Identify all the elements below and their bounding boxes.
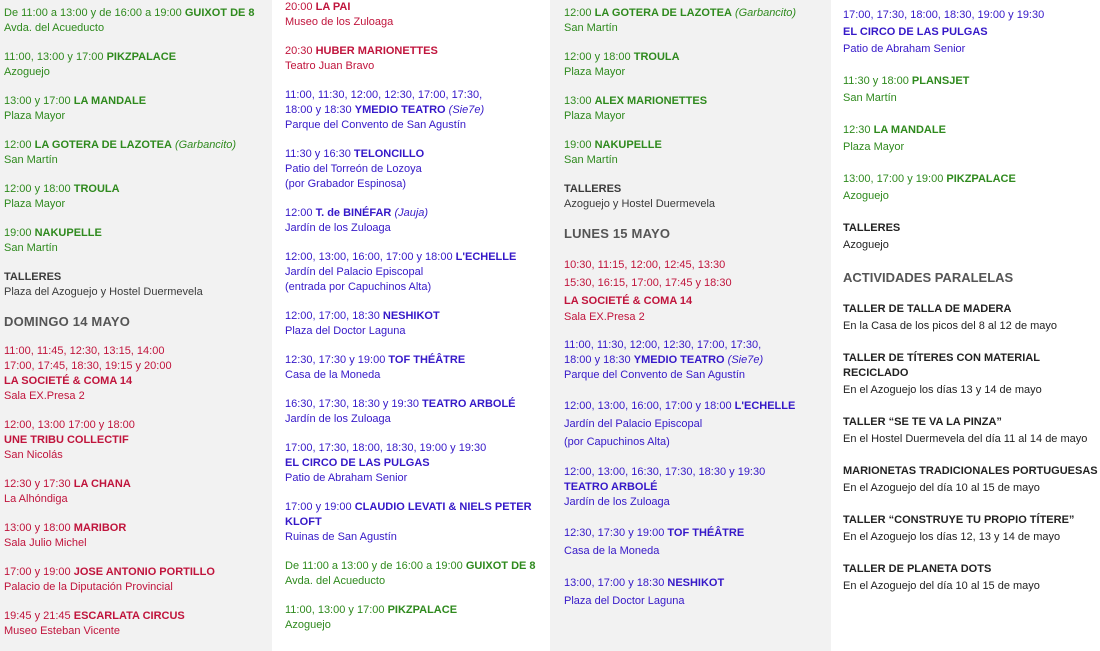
event-name: PIKZPALACE [106,51,177,63]
event-name: L'ECHELLE [455,251,517,263]
event-place: La Alhóndiga [4,493,68,505]
event-place: Plaza del Doctor Laguna [285,325,406,337]
event-note: (Jauja) [394,207,429,219]
activity-entry [843,302,1100,334]
event-place: Azoguejo [285,619,331,631]
event-note: (Garbancito) [174,139,237,151]
event-place: Parque del Convento de San Agustín [564,369,746,381]
activity-name: MARIONETAS TRADICIONALES PORTUGUESAS [843,465,1098,477]
event-time: 11:00, 11:30, 12:00, 12:30, 17:00, 17:30, [285,89,483,101]
event-time: 12:00, 13:00, 16:00, 17:00 y 18:00 [564,400,732,412]
event-time: 11:30 y 16:30 [285,148,351,160]
event-name: TEATRO ARBOLÉ [564,481,658,493]
event-time: 18:00 y 18:30 [285,104,352,116]
event-place: Jardín de los Zuloaga [285,413,391,425]
event-entry [4,182,272,212]
event-name: YMEDIO TEATRO [633,354,725,366]
activity-entry [843,464,1100,496]
event-place: Casa de la Moneda [285,369,381,381]
event-place: Jardín del Palacio Episcopal [564,418,703,430]
event-entry [285,147,550,192]
activity-desc: En la Casa de los picos del 8 al 12 de mayo [843,320,1058,332]
event-place: Avda. del Acueducto [4,22,105,34]
activity-desc: En el Azoguejo los días 13 y 14 de mayo [843,384,1042,396]
event-place: Plaza Mayor [564,110,626,122]
event-time: 20:30 [285,45,313,57]
event-entry [4,477,272,507]
activity-name: TALLER DE TÍTERES CON MATERIAL RECICLADO [843,352,1040,379]
event-name: KLOFT [285,516,322,528]
event-name: TELONCILLO [353,148,425,160]
event-name: ESCARLATA CIRCUS [73,610,185,622]
event-entry [4,344,272,404]
event-time: 17:00 y 19:00 [4,566,71,578]
event-entry [4,94,272,124]
workshops-place: Plaza del Azoguejo y Hostel Duermevela [4,286,203,298]
event-name: L'ECHELLE [734,400,796,412]
event-time: 12:30, 17:30 y 19:00 [285,354,386,366]
event-time: De 11:00 a 13:00 y de 16:00 a 19:00 [4,7,182,19]
event-place: (por Capuchinos Alta) [564,436,670,448]
event-time: 19:00 [4,227,32,239]
workshops-place: Azoguejo y Hostel Duermevela [564,198,716,210]
event-entry [564,256,831,324]
event-place: Ruinas de San Agustín [285,531,397,543]
event-entry [843,74,1100,106]
event-time: 12:00, 13:00 17:00 y 18:00 [4,419,135,431]
event-entry [4,565,272,595]
event-name: HUBER MARIONETTES [315,45,438,57]
event-name: YMEDIO TEATRO [354,104,446,116]
event-place: Parque del Convento de San Agustín [285,119,467,131]
event-place: Jardín del Palacio Episcopal [285,266,424,278]
column-1 [0,0,272,651]
event-name: LA SOCIETÉ & COMA 14 [564,295,693,307]
event-place: Patio de Abraham Senior [285,472,408,484]
event-time: 12:00 y 18:00 [564,51,631,63]
event-entry [564,6,831,36]
event-time: 10:30, 11:15, 12:00, 12:45, 13:30 [564,259,726,271]
event-time: 13:00 y 18:00 [4,522,71,534]
event-entry [285,603,550,633]
event-time: 12:30 y 17:30 [4,478,71,490]
event-place: Teatro Juan Bravo [285,60,375,72]
event-time: 11:00, 13:00 y 17:00 [4,51,104,63]
event-name: EL CIRCO DE LAS PULGAS [843,26,988,38]
section-heading: ACTIVIDADES PARALELAS [843,270,1014,285]
event-name: TOF THÉÂTRE [388,354,466,366]
event-time: 11:00, 11:30, 12:00, 12:30, 17:00, 17:30, [564,339,762,351]
event-time: 12:30, 17:30 y 19:00 [564,527,665,539]
workshops-entry [564,182,831,212]
event-place: (por Grabador Espinosa) [285,178,407,190]
event-time: 17:00, 17:30, 18:00, 18:30, 19:00 y 19:30 [843,9,1045,21]
event-name: EL CIRCO DE LAS PULGAS [285,457,430,469]
event-name: TROULA [73,183,120,195]
event-place: San Martín [843,92,897,104]
event-place: Azoguejo [843,190,889,202]
event-place: San Martín [4,242,58,254]
event-name: LA SOCIETÉ & COMA 14 [4,375,133,387]
event-entry [285,309,550,339]
event-entry [843,123,1100,155]
event-time: 13:00 y 17:00 [4,95,71,107]
workshops-title: TALLERES [564,183,622,195]
event-place: Avda. del Acueducto [285,575,386,587]
event-entry [4,521,272,551]
activity-name: TALLER “CONSTRUYE TU PROPIO TÍTERE” [843,514,1075,526]
event-place: Sala Julio Michel [4,537,87,549]
event-entry [285,441,550,486]
event-time: 12:00 y 18:00 [4,183,71,195]
event-time: 18:00 y 18:30 [564,354,631,366]
event-entry [285,0,550,30]
event-entry [564,338,831,383]
event-name: TOF THÉÂTRE [667,527,745,539]
event-time: 11:30 y 18:00 [843,75,909,87]
event-name: NAKUPELLE [594,139,662,151]
event-place: Plaza Mayor [843,141,905,153]
event-entry [285,500,550,545]
workshops-entry [843,221,1100,253]
event-note: (Garbancito) [734,7,797,19]
activity-desc: En el Hostel Duermevela del día 11 al 14 de mayo [843,433,1088,445]
event-place: Jardín de los Zuloaga [285,222,391,234]
column-4 [831,0,1100,651]
event-entry [564,50,831,80]
event-time: 12:30 [843,124,871,136]
event-place: San Nicolás [4,449,63,461]
event-name: ALEX MARIONETTES [594,95,708,107]
event-place: Azoguejo [4,66,50,78]
event-place: (entrada por Capuchinos Alta) [285,281,432,293]
event-place: San Martín [564,22,618,34]
event-note: (Sie7e) [727,354,764,366]
event-place: Patio del Torreón de Lozoya [285,163,422,175]
event-time: 12:00 [564,7,592,19]
event-name: T. de BINÉFAR [315,207,392,219]
event-entry [285,397,550,427]
event-name: JOSE ANTONIO PORTILLO [73,566,215,578]
event-name: PIKZPALACE [946,173,1016,185]
column-2 [272,0,550,651]
event-entry [4,609,272,639]
event-place: Casa de la Moneda [564,545,660,557]
event-name: TEATRO ARBOLÉ [422,398,516,410]
event-entry [564,465,831,510]
event-name: PIKZPALACE [387,604,458,616]
workshops-title: TALLERES [4,271,62,283]
event-time: 11:00, 11:45, 12:30, 13:15, 14:00 [4,345,165,357]
activity-name: TALLER “SE TE VA LA PINZA” [843,416,1002,428]
event-time: 12:00, 13:00, 16:00, 17:00 y 18:00 [285,251,453,263]
activity-entry [843,562,1100,594]
event-entry [564,94,831,124]
event-name: NESHIKOT [382,310,440,322]
event-place: Plaza Mayor [564,66,626,78]
event-entry [564,397,831,451]
event-time: 19:00 [564,139,592,151]
event-entry [285,88,550,133]
event-name: GUIXOT DE 8 [465,560,536,572]
event-entry [4,226,272,256]
event-place: Palacio de la Diputación Provincial [4,581,173,593]
event-entry [285,44,550,74]
event-name: GUIXOT DE 8 [184,7,255,19]
event-entry [285,353,550,383]
event-entry [564,138,831,168]
event-place: Sala EX.Presa 2 [4,390,85,402]
workshops-entry [4,270,272,300]
event-time: 11:00, 13:00 y 17:00 [285,604,385,616]
event-place: Plaza Mayor [4,198,66,210]
event-entry [4,138,272,168]
event-name: CLAUDIO LEVATI & NIELS PETER [354,501,532,513]
event-time: 20:00 [285,1,313,13]
day-heading: LUNES 15 MAYO [564,226,671,241]
event-time: 17:00, 17:30, 18:00, 18:30, 19:00 y 19:30 [285,442,487,454]
activity-entry [843,351,1100,398]
event-name: LA GOTERA DE LAZOTEA [34,139,172,151]
event-name: LA GOTERA DE LAZOTEA [594,7,732,19]
event-place: Plaza Mayor [4,110,66,122]
workshops-place: Azoguejo [843,239,889,251]
workshops-title: TALLERES [843,222,901,234]
event-place: Sala EX.Presa 2 [564,311,645,323]
activity-desc: En el Azoguejo los días 12, 13 y 14 de mayo [843,531,1061,543]
event-name: UNE TRIBU COLLECTIF [4,434,129,446]
event-name: NESHIKOT [667,577,725,589]
activity-desc: En el Azoguejo del día 10 al 15 de mayo [843,580,1040,592]
event-entry [564,574,831,610]
event-time: 12:00, 17:00, 18:30 [285,310,380,322]
activity-name: TALLER DE TALLA DE MADERA [843,303,1012,315]
event-time: 15:30, 16:15, 17:00, 17:45 y 18:30 [564,277,732,289]
event-name: MARIBOR [73,522,127,534]
event-time: 13:00, 17:00 y 19:00 [843,173,944,185]
event-entry [4,418,272,463]
activity-desc: En el Azoguejo del día 10 al 15 de mayo [843,482,1040,494]
event-name: PLANSJET [911,75,970,87]
event-place: Museo de los Zuloaga [285,16,394,28]
event-time: 16:30, 17:30, 18:30 y 19:30 [285,398,419,410]
event-time: 13:00 [564,95,592,107]
event-note: (Sie7e) [448,104,485,116]
event-time: 17:00 y 19:00 [285,501,352,513]
event-place: Patio de Abraham Senior [843,43,966,55]
event-time: 12:00 [4,139,32,151]
event-time: 19:45 y 21:45 [4,610,71,622]
event-name: NAKUPELLE [34,227,102,239]
event-place: Jardín de los Zuloaga [564,496,670,508]
event-time: 17:00, 17:45, 18:30, 19:15 y 20:00 [4,360,172,372]
event-time: De 11:00 a 13:00 y de 16:00 a 19:00 [285,560,463,572]
activity-entry [843,415,1100,447]
event-place: Plaza del Doctor Laguna [564,595,685,607]
event-entry [843,8,1100,57]
event-place: San Martín [564,154,618,166]
event-entry [843,172,1100,204]
activity-name: TALLER DE PLANETA DOTS [843,563,992,575]
event-place: San Martín [4,154,58,166]
event-time: 12:00, 13:00, 16:30, 17:30, 18:30 y 19:30 [564,466,766,478]
event-entry [564,524,831,560]
event-time: 12:00 [285,207,313,219]
event-entry [285,250,550,295]
activity-entry [843,513,1100,545]
event-name: LA MANDALE [73,95,147,107]
event-entry [285,206,550,236]
event-entry [285,559,550,589]
event-name: TROULA [633,51,680,63]
column-3 [550,0,831,651]
event-name: LA PAI [315,1,351,13]
event-place: Museo Esteban Vicente [4,625,120,637]
event-time: 13:00, 17:00 y 18:30 [564,577,665,589]
day-heading: DOMINGO 14 MAYO [4,314,131,329]
event-entry [4,50,272,80]
event-name: LA CHANA [73,478,131,490]
event-name: LA MANDALE [873,124,946,136]
event-entry [4,6,272,36]
